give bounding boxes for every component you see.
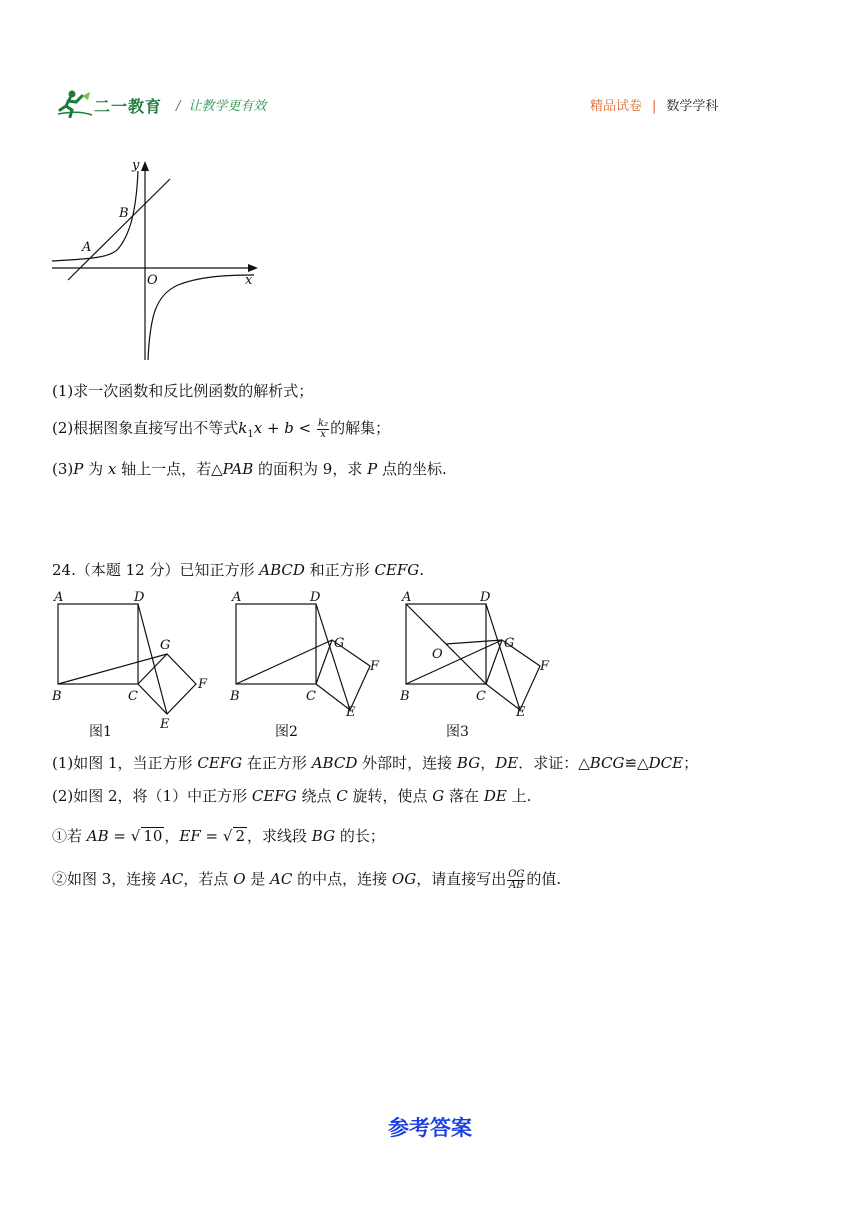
label-p1-c: 外部时，连接 — [357, 754, 457, 772]
label-p1-d: ， — [480, 754, 496, 772]
figure-2-label: 图2 — [275, 724, 298, 740]
label-title-cefg: CEFG — [374, 561, 420, 579]
label-p3-e: 点的坐标. — [377, 460, 447, 478]
x-axis-label: x — [245, 273, 253, 288]
label-s2-a: ②如图 3，连接 — [52, 870, 162, 888]
label-g: G — [504, 636, 515, 651]
q24-part1 — [52, 753, 698, 773]
label-s1-b: = √ — [108, 827, 141, 845]
y-axis-label: y — [132, 158, 140, 173]
label-p2-cefg: CEFG — [251, 787, 297, 805]
label-title-abcd: ABCD — [259, 561, 305, 579]
label-b: B — [52, 689, 62, 704]
label-o: O — [432, 647, 443, 662]
label-p1-dce: DCE — [648, 754, 684, 772]
reference-answer-heading: 参考答案 — [388, 1116, 472, 1140]
label-p1-a: (1)如图 1，当正方形 — [52, 754, 198, 772]
q24-title — [52, 560, 424, 580]
label-p3-d: 的面积为 9，求 — [253, 460, 368, 478]
header-badge-left: 精品试卷 — [590, 99, 643, 114]
figure-3-label: 图3 — [446, 724, 469, 740]
label-p3-x: x — [107, 460, 117, 478]
q24-sub2 — [52, 869, 561, 891]
label-c: C — [128, 689, 138, 704]
q23-part3 — [52, 459, 447, 479]
label-p1-abcd: ABCD — [311, 754, 358, 772]
figure-3 — [398, 586, 558, 736]
label-p3-a: (3) — [52, 460, 74, 478]
q23-part2 — [52, 418, 390, 445]
label-s1-d: = √ — [200, 827, 233, 845]
label-s2-f: 的值. — [526, 870, 562, 888]
label-p2-g: G — [432, 787, 445, 805]
label-p3-p: P — [73, 460, 84, 478]
point-a-label: A — [82, 240, 92, 255]
function-graph — [48, 155, 268, 365]
header-badge-right: 数学学科 — [666, 99, 719, 114]
label-s1-e: ，求线段 — [247, 827, 312, 845]
label-s1-ef: EF — [179, 827, 201, 845]
label-s2-og: OG — [391, 870, 417, 888]
logo-text: 二一教育 — [94, 97, 163, 116]
label-p2-e: 上. — [506, 787, 532, 805]
label-p2-math-sub: 1 — [247, 429, 254, 440]
label-p1-f: ≌△ — [624, 754, 649, 772]
label-p2-math-mid: x + b < — [253, 419, 312, 437]
label-p1-bg: BG — [456, 754, 481, 772]
label-p3-pab: PAB — [222, 460, 254, 478]
slogan: / 让教学更有效 — [176, 99, 267, 114]
label-p2-math-k: k — [238, 419, 248, 437]
label-s2-den: AB — [509, 879, 524, 891]
origin-label: O — [147, 273, 158, 288]
label-e: E — [160, 717, 170, 732]
label-p3-c: 轴上一点，若△ — [116, 460, 223, 478]
header-badge: 精品试卷 | 数学学科 — [590, 99, 719, 114]
label-title-a: 24.（本题 12 分）已知正方形 — [52, 561, 260, 579]
label-s2-o: O — [233, 870, 246, 888]
label-slogan: 让教学更有效 — [188, 99, 267, 114]
label-g: G — [334, 636, 345, 651]
label-p1-cefg: CEFG — [197, 754, 243, 772]
point-b-label: B — [119, 206, 129, 221]
label-s2-c: 是 — [245, 870, 271, 888]
label-s1-r2: 2 — [235, 827, 245, 845]
label-f: F — [198, 677, 208, 692]
label-p2-a: (2)如图 2，将（1）中正方形 — [52, 787, 252, 805]
label-p1-b: 在正方形 — [242, 754, 312, 772]
label-s2-e: ，请直接写出 — [416, 870, 507, 888]
label-s2-num: OG — [508, 868, 525, 880]
label-a: A — [232, 590, 242, 605]
label-title-c: . — [419, 561, 425, 579]
label-p2-c: C — [336, 787, 348, 805]
label-p2-suffix: 的解集； — [330, 419, 391, 437]
label-g: G — [160, 638, 171, 653]
label-title-b: 和正方形 — [304, 561, 375, 579]
label-p3-b: 为 — [83, 460, 108, 478]
label-s1-bg: BG — [311, 827, 336, 845]
label-b: B — [400, 689, 410, 704]
label-p2-c: 旋转，使点 — [347, 787, 433, 805]
label-s1-r1: 10 — [143, 827, 163, 845]
label-s1-ab: AB — [86, 827, 109, 845]
label-d: D — [310, 590, 321, 605]
label-c: C — [306, 689, 316, 704]
label-p1-bcg: BCG — [589, 754, 625, 772]
label-s2-d: 的中点，连接 — [292, 870, 392, 888]
q24-sub1 — [52, 826, 385, 846]
label-e: E — [516, 705, 526, 720]
label-s1-f: 的长； — [335, 827, 385, 845]
label-p2-frac-num: k₂ — [318, 417, 329, 429]
label-e: E — [346, 705, 356, 720]
label-s1-c: ， — [164, 827, 180, 845]
figure-1-label: 图1 — [89, 724, 112, 740]
label-f: F — [370, 659, 380, 674]
label-f: F — [540, 659, 550, 674]
label-p1-de: DE — [495, 754, 519, 772]
label-s2-b: ，若点 — [183, 870, 234, 888]
label-p1-e: ．求证：△ — [518, 754, 590, 772]
label-b: B — [230, 689, 240, 704]
label-p2-frac-den: x — [320, 428, 326, 440]
label-a: A — [402, 590, 412, 605]
label-s1-a: ①若 — [52, 827, 87, 845]
label-s2-ac: AC — [161, 870, 184, 888]
figure-1 — [50, 586, 220, 736]
label-p3-p2: P — [367, 460, 378, 478]
label-d: D — [134, 590, 145, 605]
label-p2-de: DE — [483, 787, 507, 805]
label-p2-b: 绕点 — [296, 787, 337, 805]
label-s2-ac2: AC — [270, 870, 293, 888]
label-c: C — [476, 689, 486, 704]
q24-part2 — [52, 786, 531, 806]
label-p1-g: ； — [683, 754, 699, 772]
label-p2-d: 落在 — [444, 787, 484, 805]
figure-2 — [228, 586, 388, 736]
label-a: A — [54, 590, 64, 605]
label-p2-prefix: (2)根据图象直接写出不等式 — [52, 419, 239, 437]
label-d: D — [480, 590, 491, 605]
q23-part1: (1)求一次函数和反比例函数的解析式； — [52, 382, 314, 400]
